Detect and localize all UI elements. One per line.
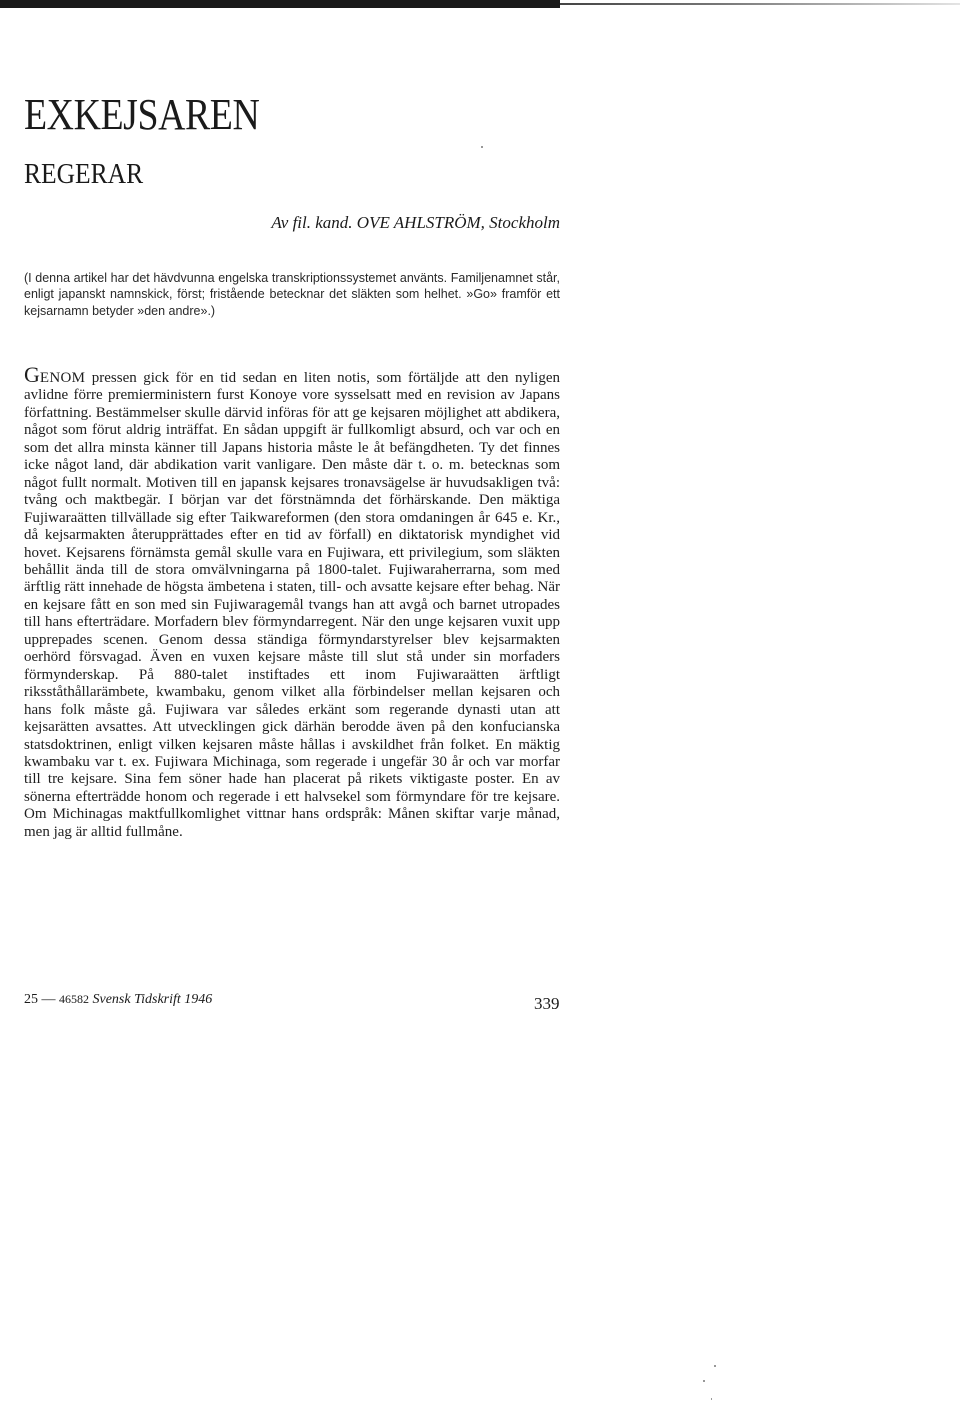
top-border-rule bbox=[0, 0, 560, 8]
print-code: 46582 bbox=[59, 992, 89, 1006]
footer-dash: — bbox=[41, 992, 56, 1007]
journal-name: Svensk Tidskrift 1946 bbox=[92, 992, 213, 1007]
article-body bbox=[24, 364, 560, 841]
article-byline: Av fil. kand. OVE AHLSTRÖM, Stockholm bbox=[271, 213, 560, 232]
body-paragraph: pressen gick för en tid sedan en liten notis, som förtäljde att den nyligen avlidne förre premierministern furst Konoye vore sysselsatt med en revision av Japans författning. Bestämmelser skulle därvid införas för att ge kejsaren möjlighet att abdikera, något som förut aldrig inträffat. En sådan uppgift är fullkomligt absurd, och var och en som det allra minsta känner till Japans historia måste le åt befängdheten. Ty det finnes icke något land, där abdikation varit vanligare. Den måste där t. o. m. betecknas som något fullt normalt. Motiven till en japansk kejsares tronavsägelse är huvudsakligen två: tvång och maktbegär. I början var det förstnämnda det förhärskande. Den mäktiga Fujiwaraätten tillvällade sig efter Taikwareformen (den stora omdaningen år 645 e. Kr., då kejsarmakten återupprättades efter en tid av förfall) en diktatorisk myndighet vid hovet. Kejsarens förnämsta gemål skulle vara en Fujiwara, ett privilegium, som släkten behållit ända till de stora omvälvningarna på 1800-talet. Fujiwaraherrarna, som med ärftlig rätt innehade de högsta ämbetena i staten, till- och avsatte kejsare efter behag. När en kejsare fått en son med sin Fujiwaragemål tvangs han att avgå och barnet utropades till hans efterträdare. Morfadern blev förmyndarregent. När den unge kejsaren vuxit upp upprepades scenen. Genom dessa ständiga förmyndarstyrelser blev kejsarmakten oerhörd försvagad. Även en vuxen kejsare måste till slut stå under sin morfaders förmynderskap. På 880-talet instiftades ett inom Fujiwaraätten ärftligt riksståthållarämbete, kwambaku, genom vilket alla förbindelser mellan kejsaren och hans folk måste gå. Fujiwara var således erkänt som regerande dynasti utan att kejsarätten avsattes. Att utvecklingen gick därhän berodde även på den konfucianska statsdoktrinen, enligt vilken kejsaren måste hållas i avskildhet från folket. En mäktig kwambaku var t. ex. Fujiwara Michinaga, som regerade i ungefär 30 år och var morfar till tre kejsare. Sina fem söner hade han placerat på rikets viktigaste poster. En av sönerna efterträdde honom och regerade i ett halvsekel som förmyndare för tre kejsare. Om Michinagas maktfullkomlighet vittnar hans ordspråk: Månen skiftar varje månad, men jag är alltid fullmåne. bbox=[24, 370, 560, 840]
page-footer bbox=[24, 993, 212, 1007]
scan-speck bbox=[703, 1380, 705, 1382]
top-border-rule-tail bbox=[560, 3, 960, 5]
scan-speck bbox=[714, 1365, 716, 1367]
scan-speck bbox=[711, 1398, 712, 1400]
scan-speck bbox=[481, 146, 483, 148]
lead-word: ENOM bbox=[39, 370, 86, 386]
article-title: EXKEJSAREN bbox=[24, 90, 260, 139]
printer-signature: 25 bbox=[24, 992, 38, 1007]
page-number: 339 bbox=[534, 994, 560, 1013]
article-subtitle: REGERAR bbox=[24, 158, 144, 190]
article-preface-note: (I denna artikel har det hävdvunna engelska transkriptionssystemet använts. Familjenamnet står, enligt japanskt namnskick, först; fristående betecknar det släkten som helhet. »Go» framför ett kejsarnamn betyder »den andre».) bbox=[24, 271, 560, 318]
drop-cap: G bbox=[24, 362, 40, 387]
